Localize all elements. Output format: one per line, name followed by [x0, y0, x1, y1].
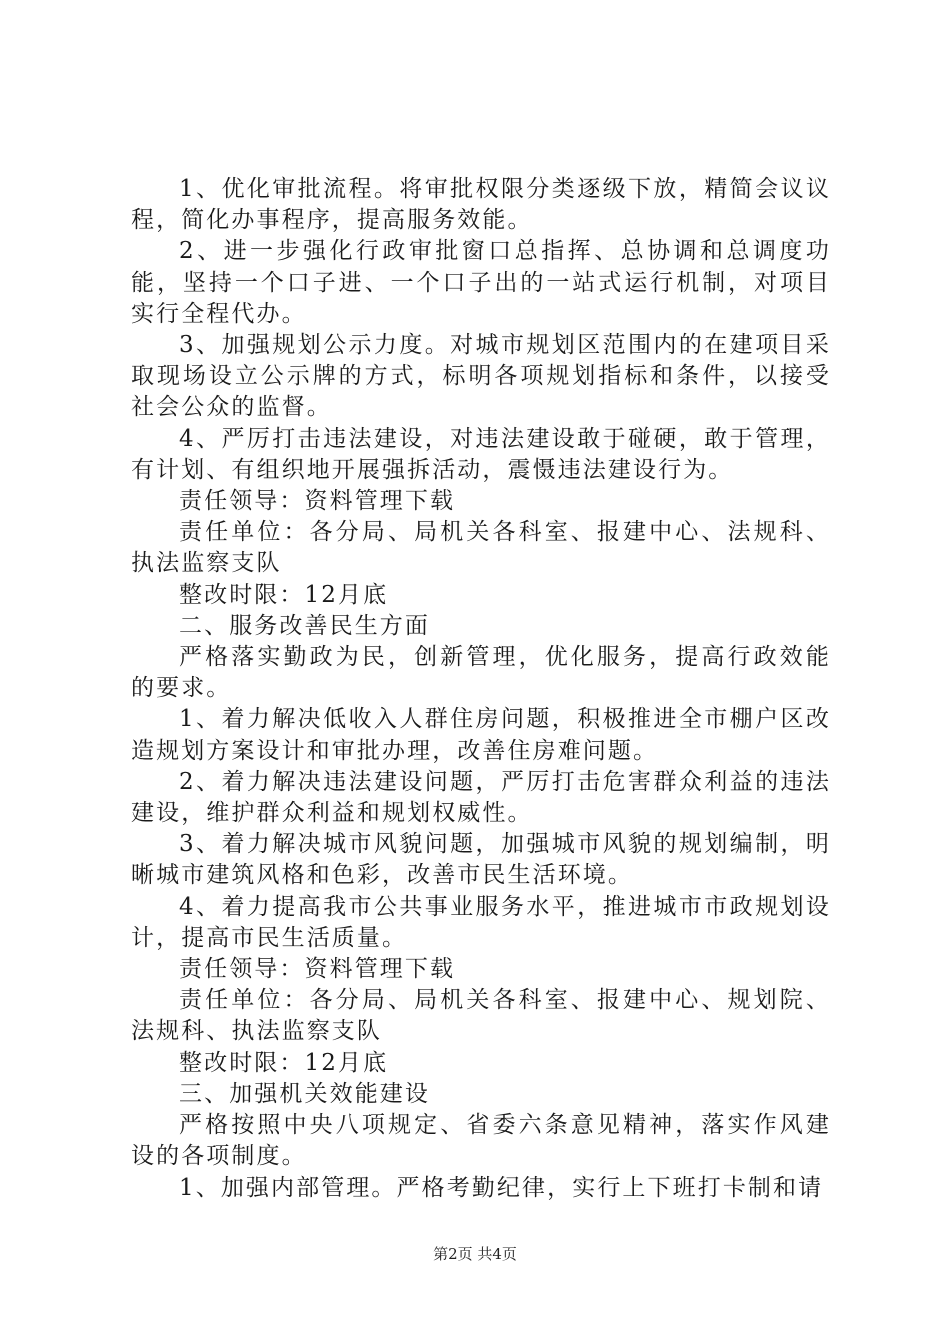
page-footer [0, 1244, 950, 1264]
responsible-unit: 责任单位：各分局、局机关各科室、报建中心、规划院、法规科、执法监察支队 [131, 987, 831, 1045]
paragraph: 1、优化审批流程。将审批权限分类逐级下放，精简会议议程，简化办事程序，提高服务效能。 [131, 176, 831, 234]
paragraph: 1、加强内部管理。严格考勤纪律，实行上下班打卡制和请 [179, 1174, 824, 1201]
paragraph: 3、加强规划公示力度。对城市规划区范围内的在建项目采取现场设立公示牌的方式，标明各项规划指标和条件，以接受社会公众的监督。 [131, 332, 831, 421]
paragraph: 1、着力解决低收入人群住房问题，积极推进全市棚户区改造规划方案设计和审批办理，改善住房难问题。 [131, 706, 831, 764]
paragraph: 4、严厉打击违法建设，对违法建设敢于碰硬，敢于管理，有计划、有组织地开展强拆活动，震慑违法建设行为。 [131, 425, 831, 483]
page-number: 第2页 共4页 [433, 1245, 517, 1263]
deadline: 整改时限：12月底 [179, 581, 389, 608]
section-heading: 三、加强机关效能建设 [179, 1080, 430, 1107]
responsible-unit: 责任单位：各分局、局机关各科室、报建中心、法规科、执法监察支队 [131, 519, 831, 577]
responsible-leader: 责任领导：资料管理下载 [179, 488, 456, 515]
document-body [131, 174, 831, 1204]
paragraph: 2、着力解决违法建设问题，严厉打击危害群众利益的违法建设，维护群众利益和规划权威性。 [131, 768, 831, 827]
responsible-leader: 责任领导：资料管理下载 [179, 956, 456, 983]
deadline: 整改时限：12月底 [179, 1049, 389, 1076]
section-heading: 二、服务改善民生方面 [179, 612, 430, 639]
paragraph: 严格按照中央八项规定、省委六条意见精神，落实作风建设的各项制度。 [131, 1112, 831, 1170]
paragraph: 2、进一步强化行政审批窗口总指挥、总协调和总调度功能，坚持一个口子进、一个口子出的一站式运行机制，对项目实行全程代办。 [131, 238, 831, 327]
paragraph: 4、着力提高我市公共事业服务水平，推进城市市政规划设计，提高市民生活质量。 [131, 893, 831, 951]
paragraph: 严格落实勤政为民，创新管理，优化服务，提高行政效能的要求。 [131, 644, 831, 702]
paragraph: 3、着力解决城市风貌问题，加强城市风貌的规划编制，明晰城市建筑风格和色彩，改善市民生活环境。 [131, 831, 831, 889]
